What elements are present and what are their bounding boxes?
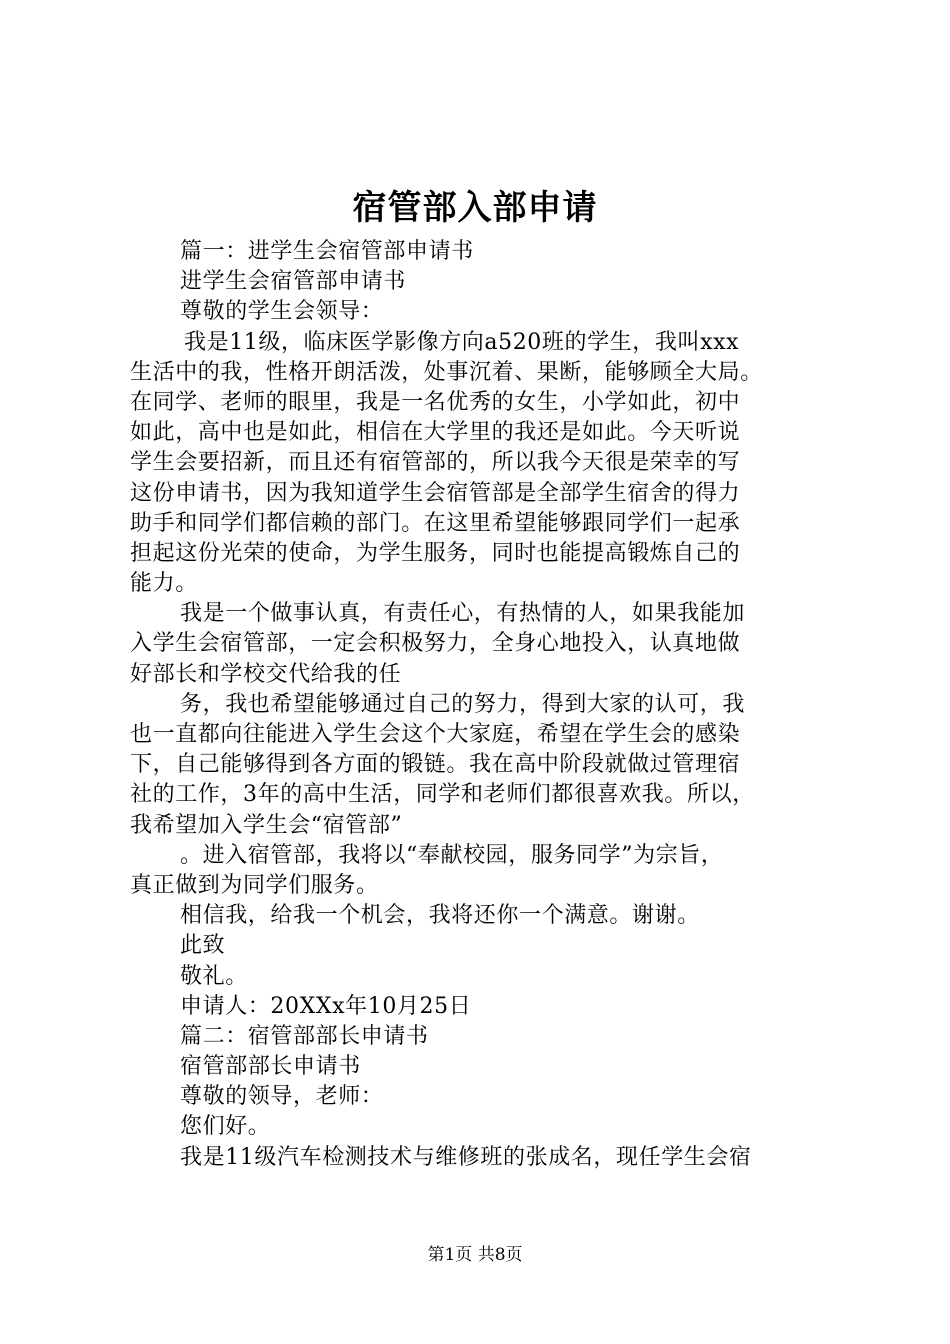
paragraph-line: 入学生会宿管部，一定会积极努力，全身心地投入，认真地做: [130, 631, 741, 657]
paragraph-line: 我是11级汽车检测技术与维修班的张成名，现任学生会宿: [180, 1144, 752, 1170]
greeting-line: 您们好。: [180, 1114, 271, 1140]
document-title: 宿管部入部申请: [352, 188, 598, 228]
paragraph-line: 真正做到为同学们服务。: [130, 872, 379, 898]
paragraph-line: 好部长和学校交代给我的任: [130, 661, 402, 687]
paragraph-line: 我是一个做事认真，有责任心，有热情的人，如果我能加: [180, 601, 746, 627]
paragraph-line: 我希望加入学生会“宿管部”: [130, 812, 403, 838]
section-heading-1: 篇一：进学生会宿管部申请书: [180, 239, 474, 264]
salutation-line: 尊敬的领导，老师：: [180, 1084, 384, 1110]
section-heading-2: 篇二：宿管部部长申请书: [180, 1023, 429, 1049]
paragraph-line: 也一直都向往能进入学生会这个大家庭，希望在学生会的感染: [130, 722, 741, 747]
signature-date-line: 申请人：20XXx年10月25日: [180, 993, 472, 1019]
page-footer: 第1页 共8页: [427, 1245, 523, 1265]
paragraph-line: 担起这份光荣的使命，为学生服务，同时也能提高锻炼自己的: [130, 540, 741, 566]
subtitle-line: 进学生会宿管部申请书: [180, 269, 407, 295]
paragraph-line: 如此，高中也是如此，相信在大学里的我还是如此。今天听说: [130, 420, 741, 446]
paragraph-line: 社的工作，3年的高中生活，同学和老师们都很喜欢我。所以，: [130, 782, 755, 808]
paragraph-line: 下，自己能够得到各方面的锻链。我在高中阶段就做过管理宿: [130, 752, 741, 778]
paragraph-line: 这份申请书，因为我知道学生会宿管部是全部学生宿舍的得力: [130, 480, 741, 506]
document-body: [130, 237, 832, 1173]
closing-line: 此致: [180, 933, 226, 959]
paragraph-line: 在同学、老师的眼里，我是一名优秀的女生，小学如此，初中: [130, 389, 741, 415]
paragraph-line: 务，我也希望能够通过自己的努力，得到大家的认可，我: [180, 691, 746, 717]
closing-line: 敬礼。: [180, 963, 248, 989]
paragraph-line: 生活中的我，性格开朗活泼，处事沉着、果断，能够顾全大局。: [130, 359, 763, 385]
paragraph-line: 学生会要招新，而且还有宿管部的，所以我今天很是荣幸的写: [130, 450, 741, 476]
paragraph-line: 助手和同学们都信赖的部门。在这里希望能够跟同学们一起承: [130, 510, 741, 536]
salutation-line: 尊敬的学生会领导：: [180, 299, 384, 325]
paragraph-line: 我是11级，临床医学影像方向a520班的学生，我叫xxx: [184, 329, 740, 355]
paragraph-line: 相信我，给我一个机会，我将还你一个满意。谢谢。: [180, 903, 700, 929]
paragraph-line: 能力。: [130, 571, 198, 597]
subtitle-line: 宿管部部长申请书: [180, 1054, 361, 1080]
paragraph-line: 。进入宿管部，我将以“奉献校园，服务同学”为宗旨，: [180, 842, 724, 868]
